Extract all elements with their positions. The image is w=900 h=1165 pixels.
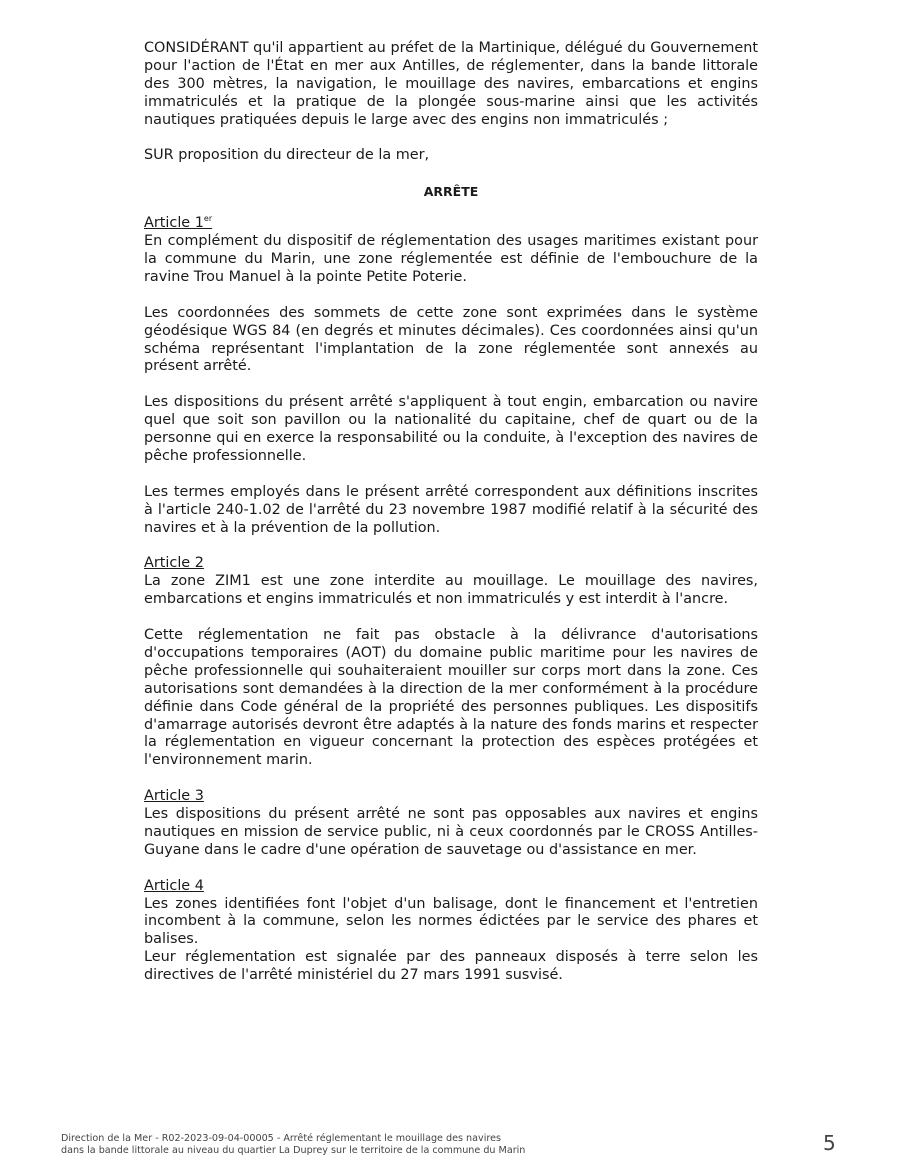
proposition-paragraph: SUR proposition du directeur de la mer, (144, 147, 430, 164)
footer-line-1: Direction de la Mer - R02-2023-09-04-00005 - Arrêté réglementant le mouillage des navires (61, 1133, 501, 1144)
article-3 (144, 788, 758, 860)
article-1-paragraph: En complément du dispositif de réglementation des usages maritimes existant pour la commune du Marin, une zone réglementée est définie de l'embouchure de la ravine Trou Manuel à la pointe Petite Poterie. (144, 233, 758, 285)
article-1-paragraph: Les termes employés dans le présent arrêté correspondent aux définitions inscrites à l'article 240-1.02 de l'arrêté du 23 novembre 1987 modifié relatif à la sécurité des navires et à la prévention de la pollution. (144, 483, 758, 536)
page-footer (61, 1133, 525, 1157)
article-2-paragraph: La zone ZIM1 est une zone interdite au mouillage. Le mouillage des navires, embarcations et engins immatriculés et non immatriculés y est interdit à l'ancre. (144, 573, 758, 608)
article-1-paragraph: Les coordonnées des sommets de cette zone sont exprimées dans le système géodésique WGS 84 (en degrés et minutes décimales). Ces coordonnées ainsi qu'un schéma représentant l'implantation de la zone réglementée sont annexés au présent arrêté. (144, 304, 758, 375)
decision-heading: ARRÊTE (423, 184, 479, 200)
article-2-title: Article 2 (144, 555, 204, 572)
article-4-title: Article 4 (144, 877, 204, 894)
article-2 (144, 555, 758, 770)
article-3-title: Article 3 (144, 788, 204, 805)
considerant-paragraph: CONSIDÉRANT qu'il appartient au préfet de la Martinique, délégué du Gouvernement pour l'action de l'État en mer aux Antilles, de réglementer, dans la bande littorale des 300 mètres, la navigation, le mouillage des navires, embarcations et engins immatriculés et la pratique de la plongée sous-marine ainsi que les activités nautiques pratiquées depuis le large avec des engins non immatriculés ; (144, 40, 758, 128)
article-4 (144, 878, 758, 985)
article-1-paragraph: Les dispositions du présent arrêté s'appliquent à tout engin, embarcation ou navire quel que soit son pavillon ou la nationalité du capitaine, chef de quart ou de la personne qui en exerce la responsabilité ou la conduite, à l'exception des navires de pêche professionnelle. (144, 394, 758, 464)
article-1-title (144, 215, 758, 233)
page-number: 5 (823, 1131, 836, 1155)
article-4-paragraph: Leur réglementation est signalée par des panneaux disposés à terre selon les directives de l'arrêté ministériel du 27 mars 1991 susvisé. (144, 949, 758, 984)
footer-line-2: dans la bande littorale au niveau du quartier La Duprey sur le territoire de la commune du Marin (61, 1144, 526, 1156)
article-2-paragraph: Cette réglementation ne fait pas obstacle à la délivrance d'autorisations d'occupations temporaires (AOT) du domaine public maritime pour les navires de pêche professionnelle qui souhaiteraient mouiller sur corps mort dans la zone. Ces autorisations sont demandées à la direction de la mer conformément à la procédure définie dans Code général de la propriété des personnes publiques. Les dispositifs d'amarrage autorisés devront être adaptés à la nature des fonds marins et respecter la réglementation en vigueur concernant la protection des espèces protégées et l'environnement marin. (144, 627, 758, 769)
article-1-title-sup: er (203, 214, 213, 224)
article-4-paragraph: Les zones identifiées font l'objet d'un balisage, dont le financement et l'entretien incombent à la commune, selon les normes édictées par le service des phares et balises. (144, 895, 758, 948)
article-3-paragraph: Les dispositions du présent arrêté ne sont pas opposables aux navires et engins nautiques en mission de service public, ni à ceux coordonnés par le CROSS Antilles-Guyane dans le cadre d'une opération de sauvetage ou d'assistance en mer. (144, 806, 758, 858)
article-1-title-text: Article 1 (144, 215, 204, 232)
document-body (144, 40, 758, 1003)
article-1 (144, 215, 758, 537)
